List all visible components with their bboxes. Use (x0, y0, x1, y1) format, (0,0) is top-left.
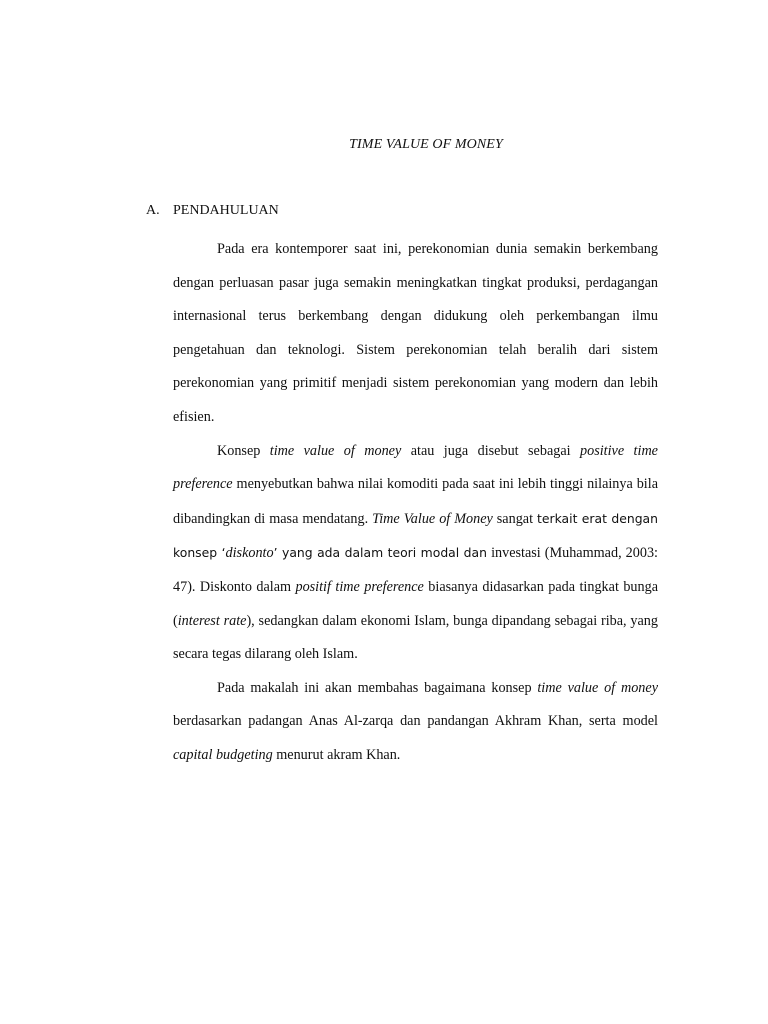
text-run: Konsep (217, 442, 270, 459)
text-run: menyebutkan bahwa nilai komoditi pada saat ini lebih tinggi nilainya bila dibandingkan di masa mendatang. (173, 476, 658, 527)
text-run: ), sedangkan dalam ekonomi Islam, bunga dipandang sebagai riba, yang secara tegas dilarang oleh Islam. (173, 612, 658, 663)
paragraph (173, 672, 658, 773)
text-run: Pada makalah ini akan membahas bagaimana konsep (217, 679, 538, 696)
paragraph (173, 233, 658, 435)
text-run: ’ yang ada dalam teori modal dan (273, 545, 487, 561)
body-text (173, 233, 658, 773)
text-run: sangat (492, 510, 538, 527)
text-run: biasanya didasarkan pada tingkat bunga ( (173, 578, 658, 629)
text-run: berdasarkan padangan Anas Al-zarqa dan pandangan Akhram Khan, serta model (173, 713, 658, 730)
document-title: TIME VALUE OF MONEY (349, 137, 503, 152)
section-heading (146, 203, 279, 219)
italic-text: time value of money (269, 442, 402, 459)
text-run: menurut akram Khan. (272, 746, 401, 763)
paragraph (173, 435, 658, 672)
italic-text: Time Value of Money (372, 510, 493, 527)
text-run: terkait erat dengan konsep ‘ (173, 510, 659, 561)
italic-text: time value of money (537, 679, 658, 696)
text-run: atau juga disebut sebagai (401, 442, 580, 459)
section-number: A. (146, 203, 160, 218)
section-title: PENDAHULUAN (173, 203, 279, 218)
italic-text: positive time preference (173, 442, 658, 493)
italic-text: interest rate (177, 612, 247, 629)
italic-text: capital budgeting (173, 746, 273, 763)
text-run: investasi (Muhammad, 2003: 47). Diskonto dalam (173, 545, 658, 595)
text-run: Pada era kontemporer saat ini, perekonomian dunia semakin berkembang dengan perluasan pasar juga semakin meningkatkan tingkat produksi, perdagangan internasional terus berkembang dengan didukung oleh perkembangan ilmu pengetahuan dan teknologi. Sistem perekonomian telah beralih dari sistem perekonomian yang primitif menjadi sistem perekonomian yang modern dan lebih efisien. (173, 241, 658, 425)
italic-text: diskonto (225, 545, 274, 562)
italic-text: positif time preference (295, 578, 424, 595)
